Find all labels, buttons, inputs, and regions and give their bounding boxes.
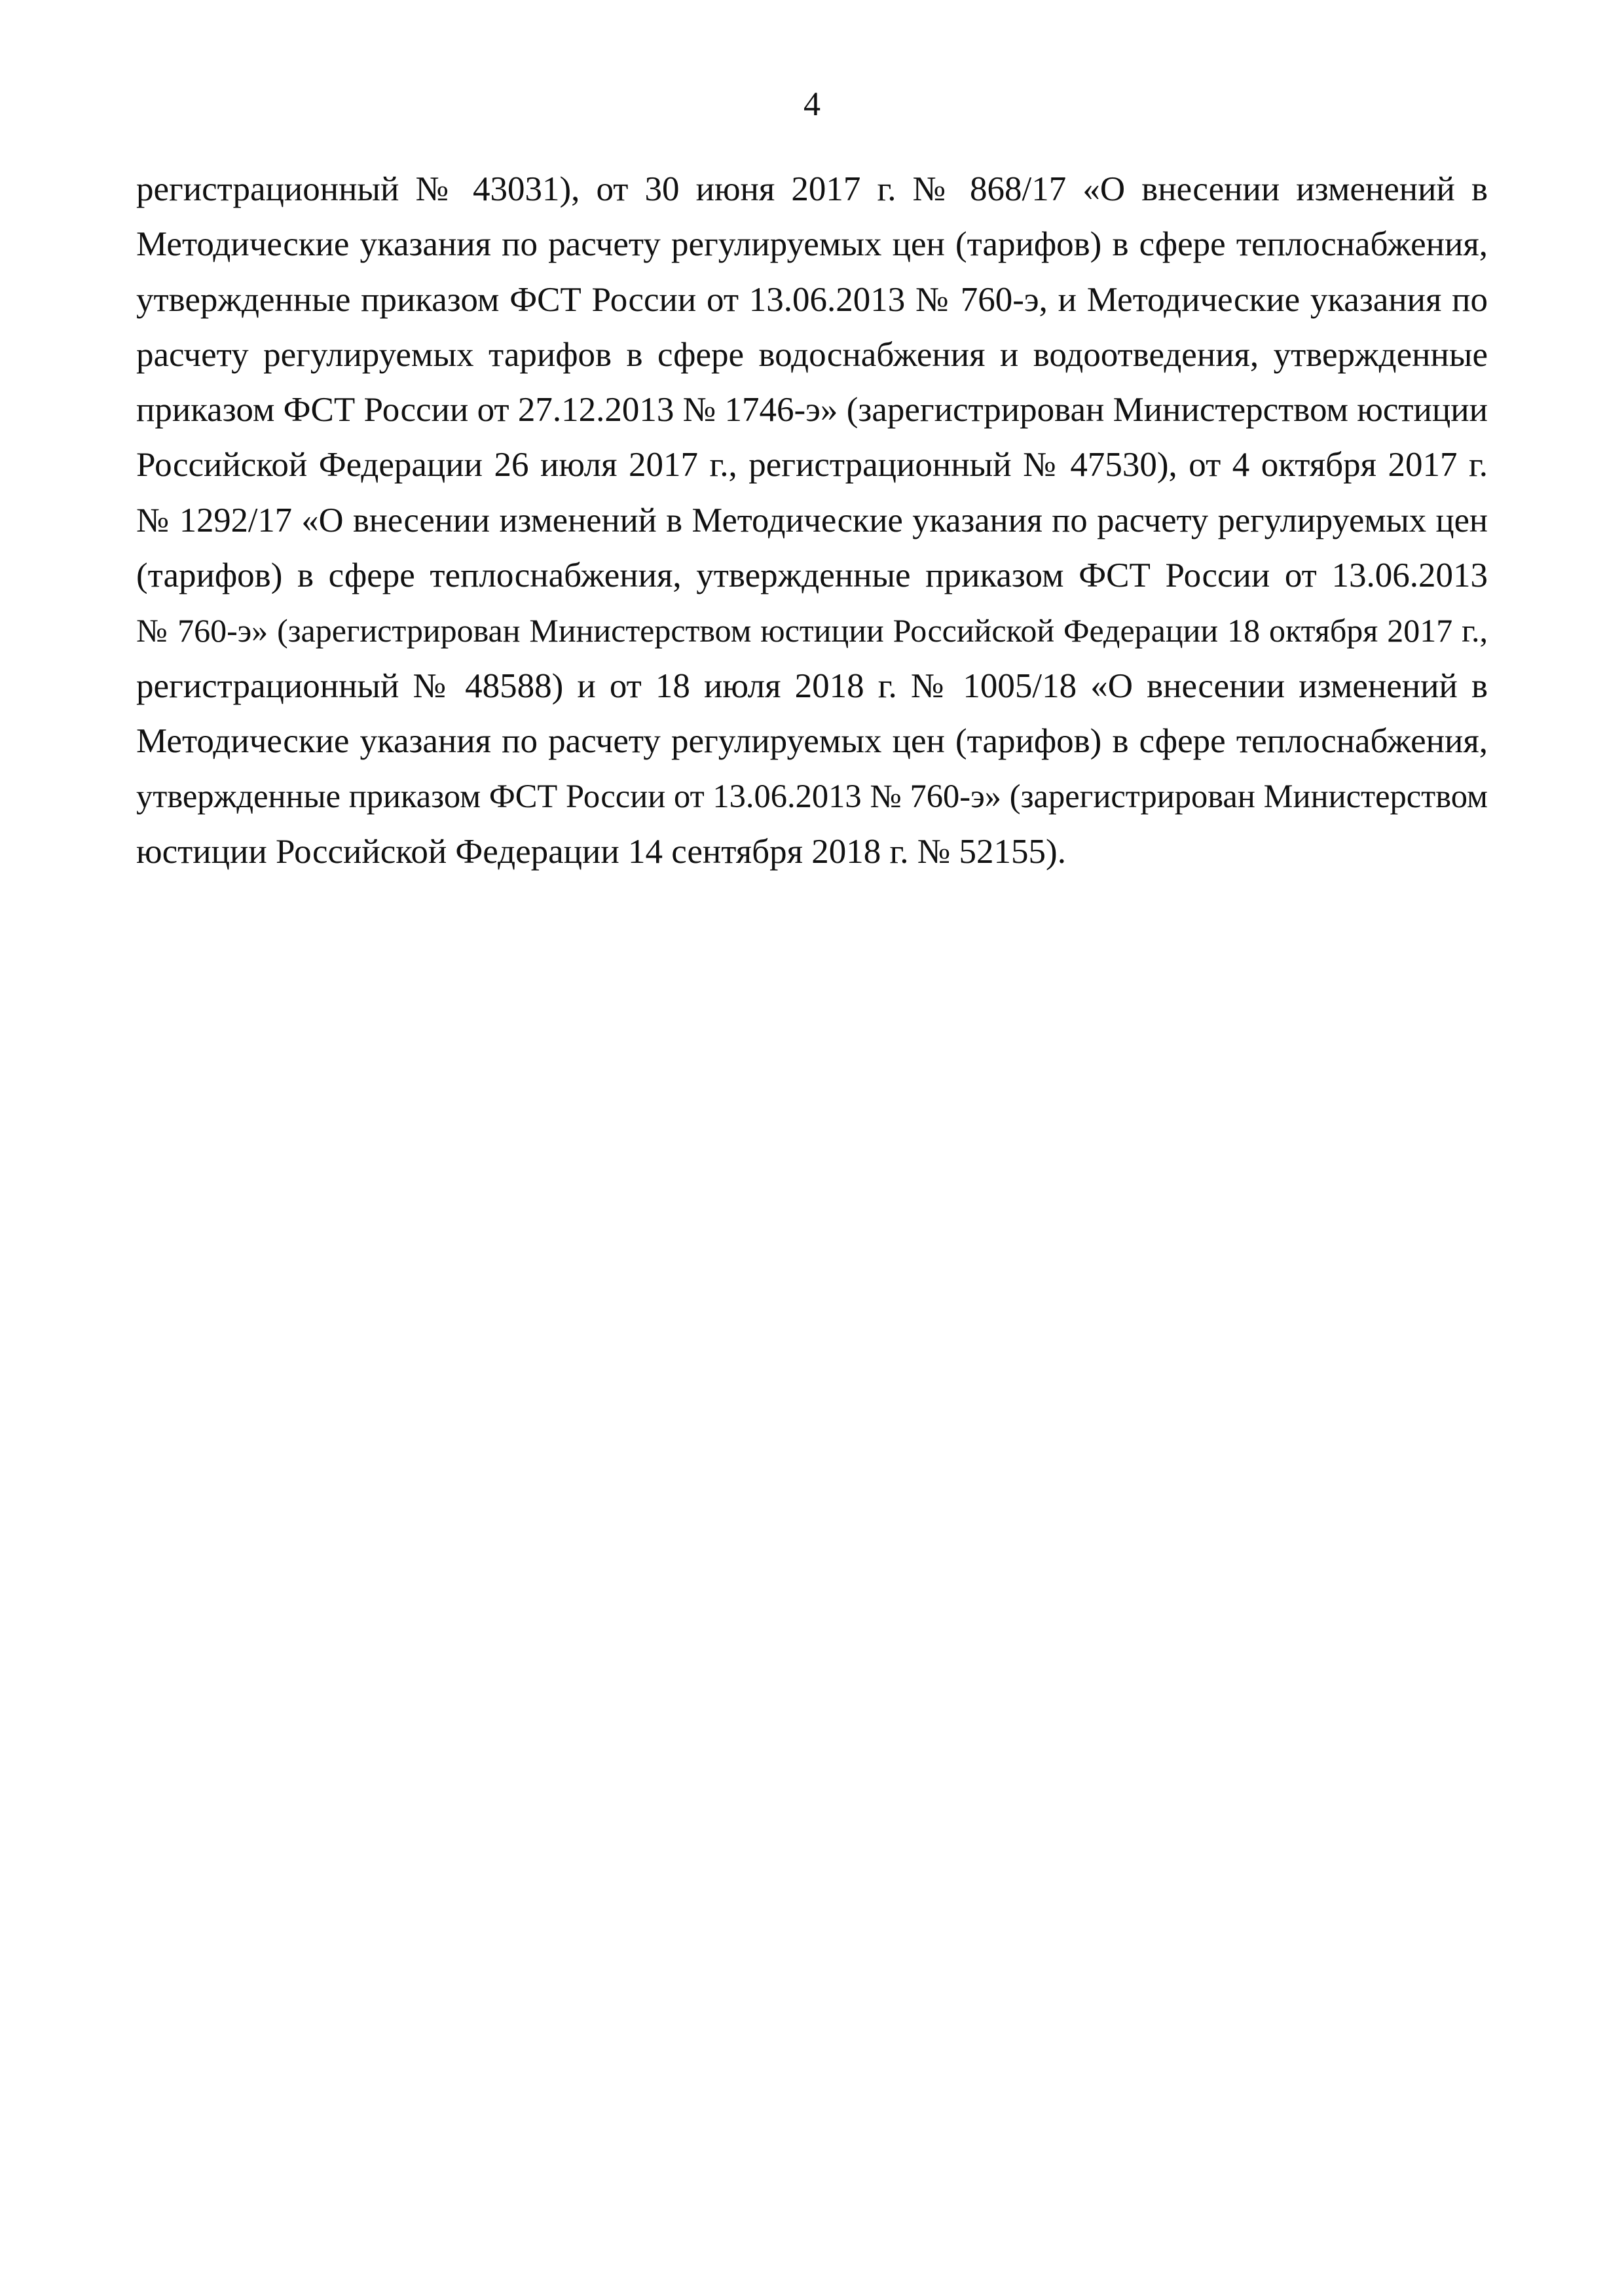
text-line: № 760-э» (зарегистрирован Министерством юстиции Российской Федерации 18 октября 2017 г.,: [136, 612, 1488, 649]
text-line: регистрационный № 43031), от 30 июня 2017 г. № 868/17 «О внесении изменений в: [136, 170, 1488, 208]
text-line-last: юстиции Российской Федерации 14 сентября 2018 г. № 52155).: [136, 832, 1066, 871]
text-line: утвержденные приказом ФСТ России от 13.06.2013 № 760-э» (зарегистрирован Министерством: [136, 778, 1488, 815]
text-line: регистрационный № 48588) и от 18 июля 2018 г. № 1005/18 «О внесении изменений в: [136, 666, 1488, 705]
text-line: утвержденные приказом ФСТ России от 13.06.2013 № 760-э, и Методические указания по: [136, 280, 1488, 319]
text-line: расчету регулируемых тарифов в сфере водоснабжения и водоотведения, утвержденные: [136, 335, 1488, 374]
text-line: Методические указания по расчету регулируемых цен (тарифов) в сфере теплоснабжения,: [136, 721, 1488, 760]
page-number: 4: [803, 86, 821, 123]
document-paragraph: [136, 162, 1488, 879]
text-line: приказом ФСТ России от 27.12.2013 № 1746-э» (зарегистрирован Министерством юстиции: [136, 391, 1488, 429]
text-line: Методические указания по расчету регулируемых цен (тарифов) в сфере теплоснабжения,: [136, 225, 1488, 264]
text-line: (тарифов) в сфере теплоснабжения, утвержденные приказом ФСТ России от 13.06.2013: [136, 556, 1488, 595]
text-line: № 1292/17 «О внесении изменений в Методические указания по расчету регулируемых цен: [136, 501, 1488, 539]
text-line: Российской Федерации 26 июля 2017 г., регистрационный № 47530), от 4 октября 2017 г.: [136, 446, 1488, 484]
